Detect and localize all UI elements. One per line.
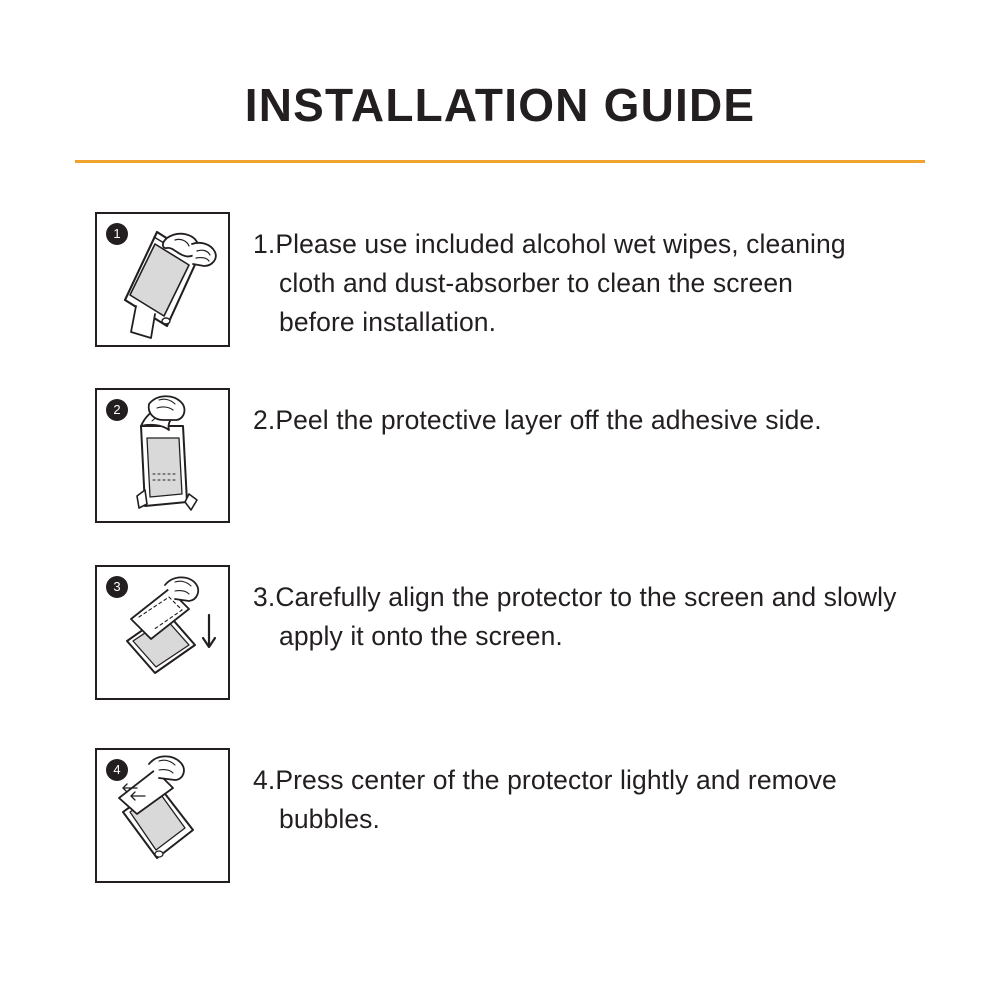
step-3-text — [253, 565, 925, 656]
step-2-badge: 2 — [106, 399, 128, 421]
step-4-text — [253, 748, 925, 839]
step-3-badge: 3 — [106, 576, 128, 598]
step-row — [95, 212, 925, 347]
step-4-line-2: bubbles. — [279, 804, 380, 834]
step-1-badge: 1 — [106, 223, 128, 245]
step-2-line-1: Peel the protective layer off the adhesive side. — [275, 405, 822, 435]
title-divider — [75, 160, 925, 163]
step-row — [95, 748, 925, 883]
step-3-illustration — [95, 565, 230, 700]
step-1-line-1: Please use included alcohol wet wipes, cleaning — [275, 229, 846, 259]
step-2-illustration — [95, 388, 230, 523]
page-title: INSTALLATION GUIDE — [244, 79, 756, 131]
step-3-number: 3. — [253, 582, 276, 612]
step-1-line-3: before installation. — [279, 307, 497, 337]
step-4-number: 4. — [253, 765, 276, 795]
step-1-text — [253, 212, 893, 342]
step-row — [95, 388, 925, 523]
step-1-line-2: cloth and dust-absorber to clean the screen — [279, 268, 793, 298]
step-4-illustration — [95, 748, 230, 883]
step-3-line-1: Carefully align the protector to the screen and slowly — [275, 582, 897, 612]
step-1-illustration — [95, 212, 230, 347]
step-1-number: 1. — [253, 229, 276, 259]
step-row — [95, 565, 925, 700]
step-2-number: 2. — [253, 405, 276, 435]
step-4-badge: 4 — [106, 759, 128, 781]
step-4-line-1: Press center of the protector lightly and remove — [275, 765, 837, 795]
step-2-text — [253, 388, 925, 440]
step-3-line-2: apply it onto the screen. — [279, 621, 563, 651]
